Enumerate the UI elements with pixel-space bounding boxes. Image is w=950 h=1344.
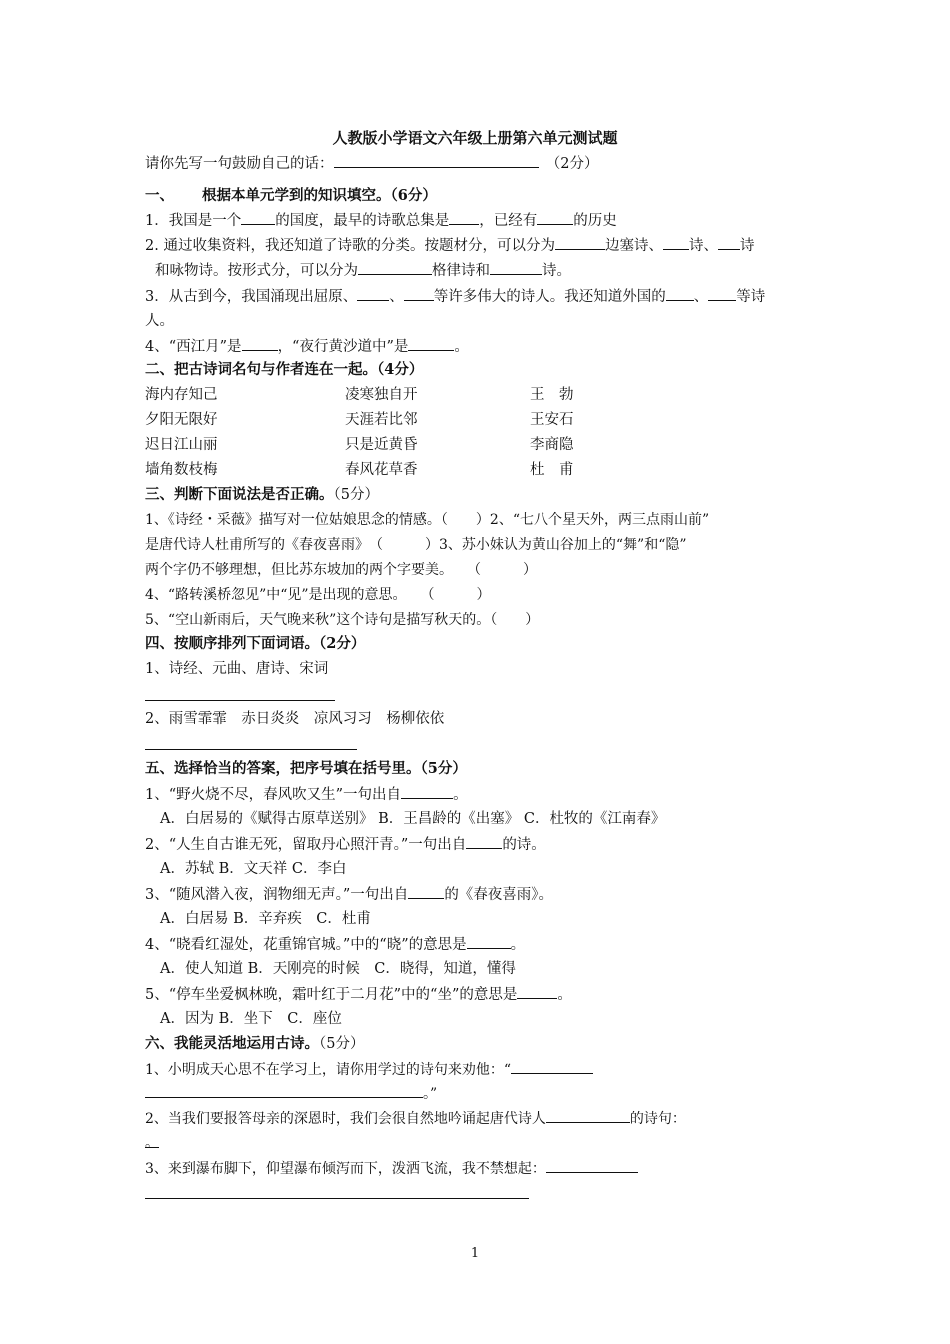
s3-line-2: 是唐代诗人杜甫所写的《春夜喜雨》 （ ）3、苏小妹认为黄山谷加上的“舞”和“隐” xyxy=(145,537,687,553)
s5-options-4: A．使人知道 B．天刚亮的时候 C．晓得，知道，懂得 xyxy=(160,961,516,977)
s3-line-4: 4、“路转溪桥忽见”中“见”是出现的意思。 （ ） xyxy=(145,587,491,603)
s5-question-2: 2、“人生自古谁无死，留取丹心照汗青。”一句出自 的诗。 xyxy=(145,834,546,855)
s1-question-1: 1．我国是一个 的国度，最早的诗歌总集是 ，已经有 的历史 xyxy=(145,210,617,231)
s5-question-4: 4、“晓看红湿处，花重锦官城。”中的“晓”的意思是 。 xyxy=(145,934,525,955)
s6-question-1: 1、小明成天心思不在学习上，请你用学过的诗句来劝他：“ xyxy=(145,1059,593,1080)
match-left-2: 夕阳无限好 xyxy=(145,412,218,428)
s1-question-2-cont: 和咏物诗。按形式分，可以分为 格律诗和 诗。 xyxy=(155,260,571,281)
s5-options-3: A．白居易 B．辛弃疾 C．杜甫 xyxy=(160,911,371,927)
s1-question-2: 2. 通过收集资料，我还知道了诗歌的分类。按题材分，可以分为 边塞诗、 诗、 诗 xyxy=(145,235,754,256)
page-title: 人教版小学语文六年级上册第六单元测试题 xyxy=(332,129,618,147)
answer-blank[interactable] xyxy=(358,260,432,275)
answer-line[interactable] xyxy=(145,700,335,701)
intro-line: 请你先写一句鼓励自己的话： （2分） xyxy=(145,153,598,174)
s1-question-3: 3．从古到今，我国涌现出屈原、 、 等许多伟大的诗人。我还知道外国的 、 等诗 xyxy=(145,286,765,307)
s6-question-1-cont: 。” xyxy=(145,1083,437,1104)
answer-blank[interactable] xyxy=(241,210,275,225)
answer-blank[interactable] xyxy=(555,235,605,250)
s1-question-4: 4、“西江月”是 ，“夜行黄沙道中”是 。 xyxy=(145,336,469,357)
match-left-4: 墙角数枝梅 xyxy=(145,462,218,478)
answer-blank[interactable] xyxy=(404,286,434,301)
answer-blank[interactable] xyxy=(408,336,454,351)
section-3-heading: 三、判断下面说法是否正确。（5分） xyxy=(145,486,379,503)
answer-blank[interactable] xyxy=(517,984,557,999)
match-left-1: 海内存知己 xyxy=(145,387,218,403)
answer-blank[interactable] xyxy=(546,1158,638,1173)
answer-blank[interactable] xyxy=(401,784,453,799)
answer-blank[interactable] xyxy=(449,210,479,225)
answer-line[interactable] xyxy=(145,749,357,750)
answer-line[interactable] xyxy=(145,1198,529,1199)
match-middle-2: 天涯若比邻 xyxy=(345,412,418,428)
answer-blank[interactable] xyxy=(145,1083,423,1098)
answer-blank[interactable] xyxy=(357,286,389,301)
section-1-heading: 一、 根据本单元学到的知识填空。（6分） xyxy=(145,187,437,204)
answer-blank[interactable] xyxy=(511,1059,593,1074)
s6-question-2: 2、当我们要报答母亲的深恩时，我们会很自然地吟诵起唐代诗人 的诗句： xyxy=(145,1108,686,1129)
match-middle-1: 凌寒独自开 xyxy=(345,387,418,403)
answer-blank[interactable] xyxy=(490,260,542,275)
answer-blank[interactable] xyxy=(334,153,539,168)
s4-question-1: 1、诗经、元曲、唐诗、宋词 xyxy=(145,661,329,677)
match-middle-3: 只是近黄昏 xyxy=(345,437,418,453)
answer-blank[interactable] xyxy=(242,336,278,351)
s5-question-5: 5、“停车坐爱枫林晚，霜叶红于二月花”中的“坐”的意思是 。 xyxy=(145,984,572,1005)
match-right-2: 王安石 xyxy=(530,412,574,428)
s5-options-5: A．因为 B．坐下 C．座位 xyxy=(160,1011,342,1027)
s5-question-1: 1、“野火烧不尽，春风吹又生”一句出自 。 xyxy=(145,784,468,805)
s1-question-3-cont: 人。 xyxy=(145,313,174,329)
match-right-4: 杜 甫 xyxy=(530,462,574,478)
answer-blank[interactable] xyxy=(537,210,573,225)
s4-question-2: 2、雨雪霏霏 赤日炎炎 凉风习习 杨柳依依 xyxy=(145,711,445,727)
answer-blank[interactable] xyxy=(546,1108,630,1123)
s3-line-5: 5、“空山新雨后，天气晚来秋”这个诗句是描写秋天的。（ ） xyxy=(145,612,540,628)
s5-options-1: A．白居易的《赋得古原草送别》 B．王昌龄的《出塞》 C．杜牧的《江南春》 xyxy=(160,811,666,827)
s3-line-1: 1、《诗经・采薇》描写对一位姑娘思念的情感。（ ）2、“七八个星天外，两三点雨山前” xyxy=(145,512,710,528)
match-right-3: 李商隐 xyxy=(530,437,574,453)
section-4-heading: 四、按顺序排列下面词语。（2分） xyxy=(145,635,366,652)
s5-question-3: 3、“随风潜入夜，润物细无声。”一句出自 的《春夜喜雨》。 xyxy=(145,884,553,905)
answer-blank[interactable] xyxy=(467,934,511,949)
match-middle-4: 春风花草香 xyxy=(345,462,418,478)
answer-blank[interactable] xyxy=(708,286,736,301)
s5-options-2: A．苏轼 B．文天祥 C．李白 xyxy=(160,861,347,877)
page-number: 1 xyxy=(470,1246,480,1261)
answer-blank[interactable] xyxy=(466,834,502,849)
section-6-heading: 六、我能灵活地运用古诗。（5分） xyxy=(145,1035,365,1052)
section-2-heading: 二、把古诗词名句与作者连在一起。（4分） xyxy=(145,361,424,378)
answer-blank[interactable] xyxy=(663,235,689,250)
s6-question-2-cont xyxy=(145,1133,159,1153)
answer-blank[interactable]: 。 xyxy=(145,1135,159,1151)
match-left-3: 迟日江山丽 xyxy=(145,437,218,453)
section-5-heading: 五、选择恰当的答案，把序号填在括号里。（5分） xyxy=(145,760,467,777)
answer-blank[interactable] xyxy=(718,235,740,250)
answer-blank[interactable] xyxy=(666,286,694,301)
answer-blank[interactable] xyxy=(408,884,444,899)
match-right-1: 王 勃 xyxy=(530,387,574,403)
s6-question-3: 3、来到瀑布脚下，仰望瀑布倾泻而下，泼洒飞流，我不禁想起： xyxy=(145,1158,638,1179)
s3-line-3: 两个字仍不够理想，但比苏东坡加的两个字要美。 （ ） xyxy=(145,562,537,578)
